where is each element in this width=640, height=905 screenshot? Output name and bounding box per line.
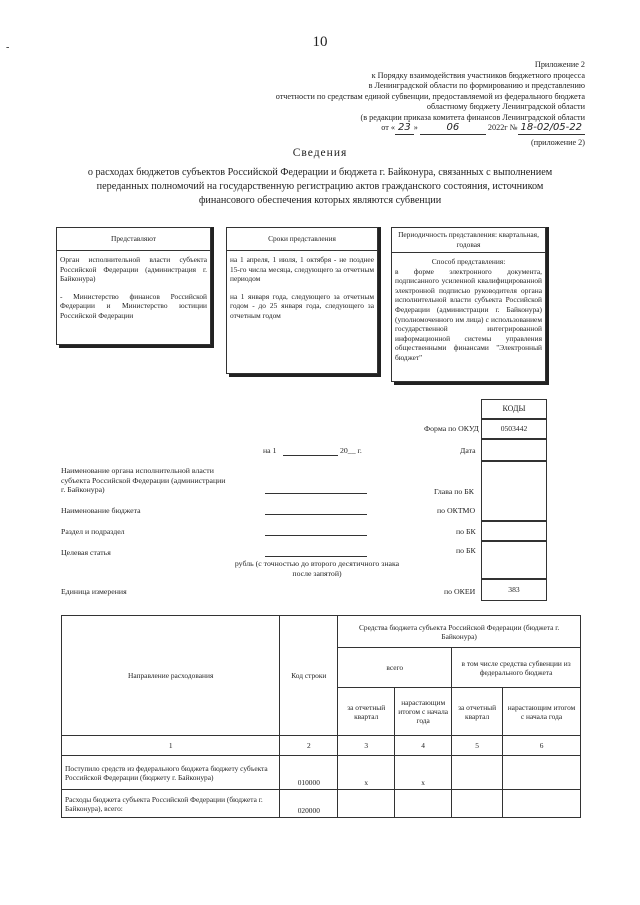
col-number: 4 <box>395 736 452 756</box>
table-row <box>62 756 581 790</box>
header-code: Код строки <box>280 616 338 736</box>
box-periodicity-method: Способ представления: <box>431 257 506 266</box>
box-periodicity <box>391 227 546 382</box>
date-prefix: от « <box>381 123 395 132</box>
date-month-handwritten: 06 <box>420 123 486 135</box>
bk-code-cell <box>481 541 547 579</box>
col-number: 3 <box>338 736 395 756</box>
row-cell <box>503 756 581 790</box>
header-cumulative-subv: нарастающим итогом с начала года <box>503 688 581 736</box>
box-periodicity-header: Периодичность представления: квартальная, годовая <box>392 228 545 253</box>
row-code: 010000 <box>280 756 338 790</box>
row-name: Расходы бюджета субъекта Российской Федерации (бюджета г. Байконура), всего: <box>62 790 280 818</box>
page-number: 10 <box>312 34 328 50</box>
row-cell: x <box>338 756 395 790</box>
header-subvention: в том числе средства субвенции из федерального бюджета <box>452 648 581 688</box>
col-number: 5 <box>452 736 503 756</box>
col-number: 1 <box>62 736 280 756</box>
rub-note: рубль (с точностью до второго десятичного знака после запятой) <box>234 559 400 578</box>
row-cell: x <box>395 756 452 790</box>
row-name: Поступило средств из федерального бюджета бюджету субъекта Российской Федерации (бюджету г. Байконура) <box>62 756 280 790</box>
codes-header: КОДЫ <box>481 399 547 419</box>
okei-label: по ОКЕИ <box>444 587 476 596</box>
on-date-year: 20__ г. <box>340 446 362 455</box>
table-row <box>62 790 581 818</box>
header-quarter-subv: за отчетный квартал <box>452 688 503 736</box>
box-deadlines-header: Сроки представления <box>227 228 377 251</box>
okud-value: 0503442 <box>481 419 547 439</box>
row-code: 020000 <box>280 790 338 818</box>
box-deadlines-text-2: на 1 января года, следующего за отчетным годом - до 25 января года, следующего за отчетным годом <box>230 291 374 320</box>
box-who-submits <box>56 227 211 345</box>
document-title: Сведения <box>292 147 348 159</box>
appendix-line: в Ленинградской области по формированию и представлению <box>368 81 585 90</box>
date-code-cell <box>481 439 547 461</box>
corner-mark: - <box>6 42 10 53</box>
row-cell <box>395 790 452 818</box>
header-funds: Средства бюджета субъекта Российской Федерации (бюджета г. Байконура) <box>338 616 581 648</box>
date-mid: » <box>413 123 418 132</box>
col-number: 6 <box>503 736 581 756</box>
appendix-line: к Порядку взаимодействия участников бюджетного процесса <box>371 70 585 80</box>
row-cell <box>452 790 503 818</box>
oktmo-label: по ОКТМО <box>437 506 476 515</box>
bk-label-1: по БК <box>456 527 476 536</box>
glava-label: Глава по БК <box>434 487 474 496</box>
bk-label-2: по БК <box>456 546 476 555</box>
date-year: 2022г № <box>487 123 518 132</box>
box-who-header: Представляют <box>57 228 210 251</box>
org-label: Наименование органа исполнительной власти субъекта Российской Федерации (администрации г. Байконура) <box>61 466 226 494</box>
row-cell <box>452 756 503 790</box>
document-subtitle: о расходах бюджетов субъектов Российской Федерации и бюджета г. Байконура, связанных с выполнением переданных полномочий на государственную регистрацию актов гражданского состояния, источником финансового обеспечения которых являются субвенции <box>87 167 553 206</box>
date-day-handwritten: 23 <box>395 123 414 135</box>
col-number: 2 <box>280 736 338 756</box>
okei-value: 383 <box>481 579 547 601</box>
row-cell <box>503 790 581 818</box>
box-who-text-2: - Министерство финансов Российской Федерации и Министерство юстиции Российской Федерации <box>60 291 207 320</box>
appendix-line: (в редакции приказа комитета финансов Ленинградской области <box>360 112 585 122</box>
section-label: Раздел и подраздел <box>61 527 125 536</box>
target-label: Целевая статья <box>61 548 111 557</box>
okud-label: Форма по ОКУД <box>424 424 479 433</box>
appendix-block <box>265 60 585 148</box>
box-deadlines-text-1: на 1 апреля, 1 июля, 1 октября - не позднее 15-го числа месяца, следующего за отчетным периодом <box>230 255 374 284</box>
date-label: Дата <box>460 446 476 455</box>
oktmo-code-cell <box>481 521 547 541</box>
header-quarter: за отчетный квартал <box>338 688 395 736</box>
order-number-handwritten: 18-02/05-22 <box>518 123 585 135</box>
box-periodicity-text: в форме электронного документа, подписанного усиленной квалифицированной электронной подписью руководителя органа исполнительной власти субъекта Российской Федерации (администрации г. Байконура) (уполномоченного им лица) с использованием государственной интегрированной информационной системы управления общественными финансами "Электронный бюджет" <box>395 266 542 362</box>
appendix-note: (приложение 2) <box>530 137 585 147</box>
appendix-line: отчетности по средствам единой субвенции, предоставляемой из федерального бюджета <box>275 91 585 101</box>
unit-label: Единица измерения <box>61 587 127 596</box>
appendix-date-line <box>265 123 585 135</box>
box-who-text-1: Орган исполнительной власти субъекта Российской Федерации (администрация г. Байконура) <box>60 255 207 284</box>
header-cumulative: нарастающим итогом с начала года <box>395 688 452 736</box>
header-direction: Направление расходования <box>62 616 280 736</box>
expenses-table <box>61 615 581 818</box>
on-date-prefix: на 1 <box>263 446 277 455</box>
header-total: всего <box>338 648 452 688</box>
budget-label: Наименование бюджета <box>61 506 141 515</box>
appendix-line: областному бюджету Ленинградской области <box>426 102 585 111</box>
row-cell <box>338 790 395 818</box>
glava-code-cell <box>481 461 547 521</box>
appendix-line: Приложение 2 <box>534 60 585 69</box>
box-deadlines <box>226 227 378 374</box>
